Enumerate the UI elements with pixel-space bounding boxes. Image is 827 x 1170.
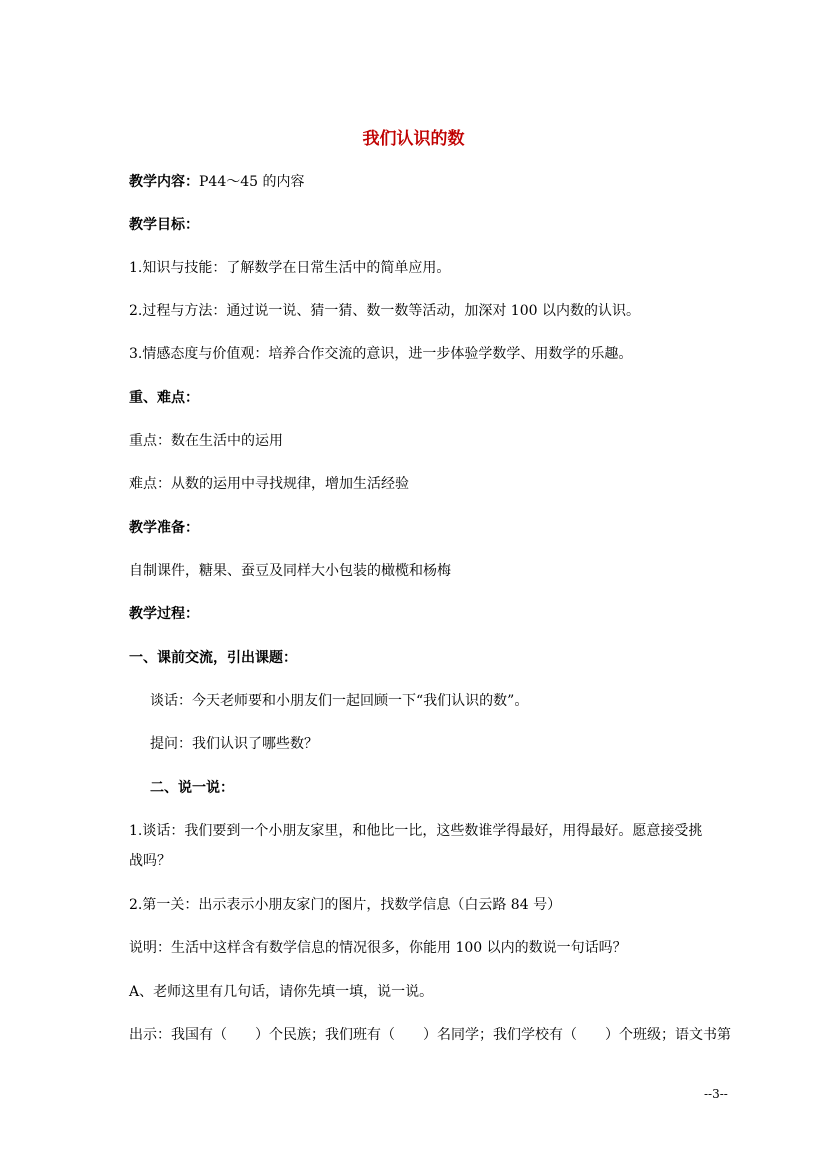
- section-2-heading: 二、说一说：: [150, 780, 234, 796]
- item-2: 2.第一关：出示表示小朋友家门的图片，找数学信息（白云路 84 号）: [129, 897, 562, 913]
- key-point: 重点：数在生活中的运用: [129, 433, 283, 449]
- show-line: 出示：我国有（ ）个民族；我们班有（ ）名同学；我们学校有（ ）个班级；语文书第: [129, 1027, 731, 1043]
- talk-line: 谈话：今天老师要和小朋友们一起回顾一下“我们认识的数”。: [150, 693, 529, 709]
- explain-line: 说明：生活中这样含有数学信息的情况很多，你能用 100 以内的数说一句话吗？: [129, 940, 627, 956]
- goals-heading: 教学目标：: [129, 217, 199, 233]
- teaching-content: [129, 172, 305, 192]
- item-1-line-1: 1.谈话：我们要到一个小朋友家里，和他比一比，这些数谁学得最好，用得最好。愿意接受挑: [129, 823, 703, 839]
- item-1-line-2: 战吗？: [129, 853, 171, 869]
- section-1-heading: 一、课前交流，引出课题：: [129, 650, 297, 666]
- goal-2: 2.过程与方法：通过说一说、猜一猜、数一数等活动，加深对 100 以内数的认识。: [129, 303, 640, 319]
- goal-1: 1.知识与技能：了解数学在日常生活中的简单应用。: [129, 260, 451, 276]
- question-line: 提问：我们认识了哪些数？: [150, 736, 318, 752]
- key-difficult-heading: 重、难点：: [129, 390, 199, 406]
- difficult-point: 难点：从数的运用中寻找规律，增加生活经验: [129, 476, 409, 492]
- prep-heading: 教学准备：: [129, 520, 199, 536]
- page-number: --3--: [704, 1087, 728, 1101]
- document-title: 我们认识的数: [362, 129, 465, 149]
- process-heading: 教学过程：: [129, 606, 199, 622]
- teaching-content-label: 教学内容：: [129, 174, 199, 190]
- goal-3: 3.情感态度与价值观：培养合作交流的意识，进一步体验学数学、用数学的乐趣。: [129, 346, 633, 362]
- teaching-content-value: P44～45 的内容: [199, 174, 305, 190]
- prep-text: 自制课件，糖果、蚕豆及同样大小包装的橄榄和杨梅: [129, 563, 451, 579]
- item-a: A、老师这里有几句话，请你先填一填，说一说。: [129, 984, 434, 1000]
